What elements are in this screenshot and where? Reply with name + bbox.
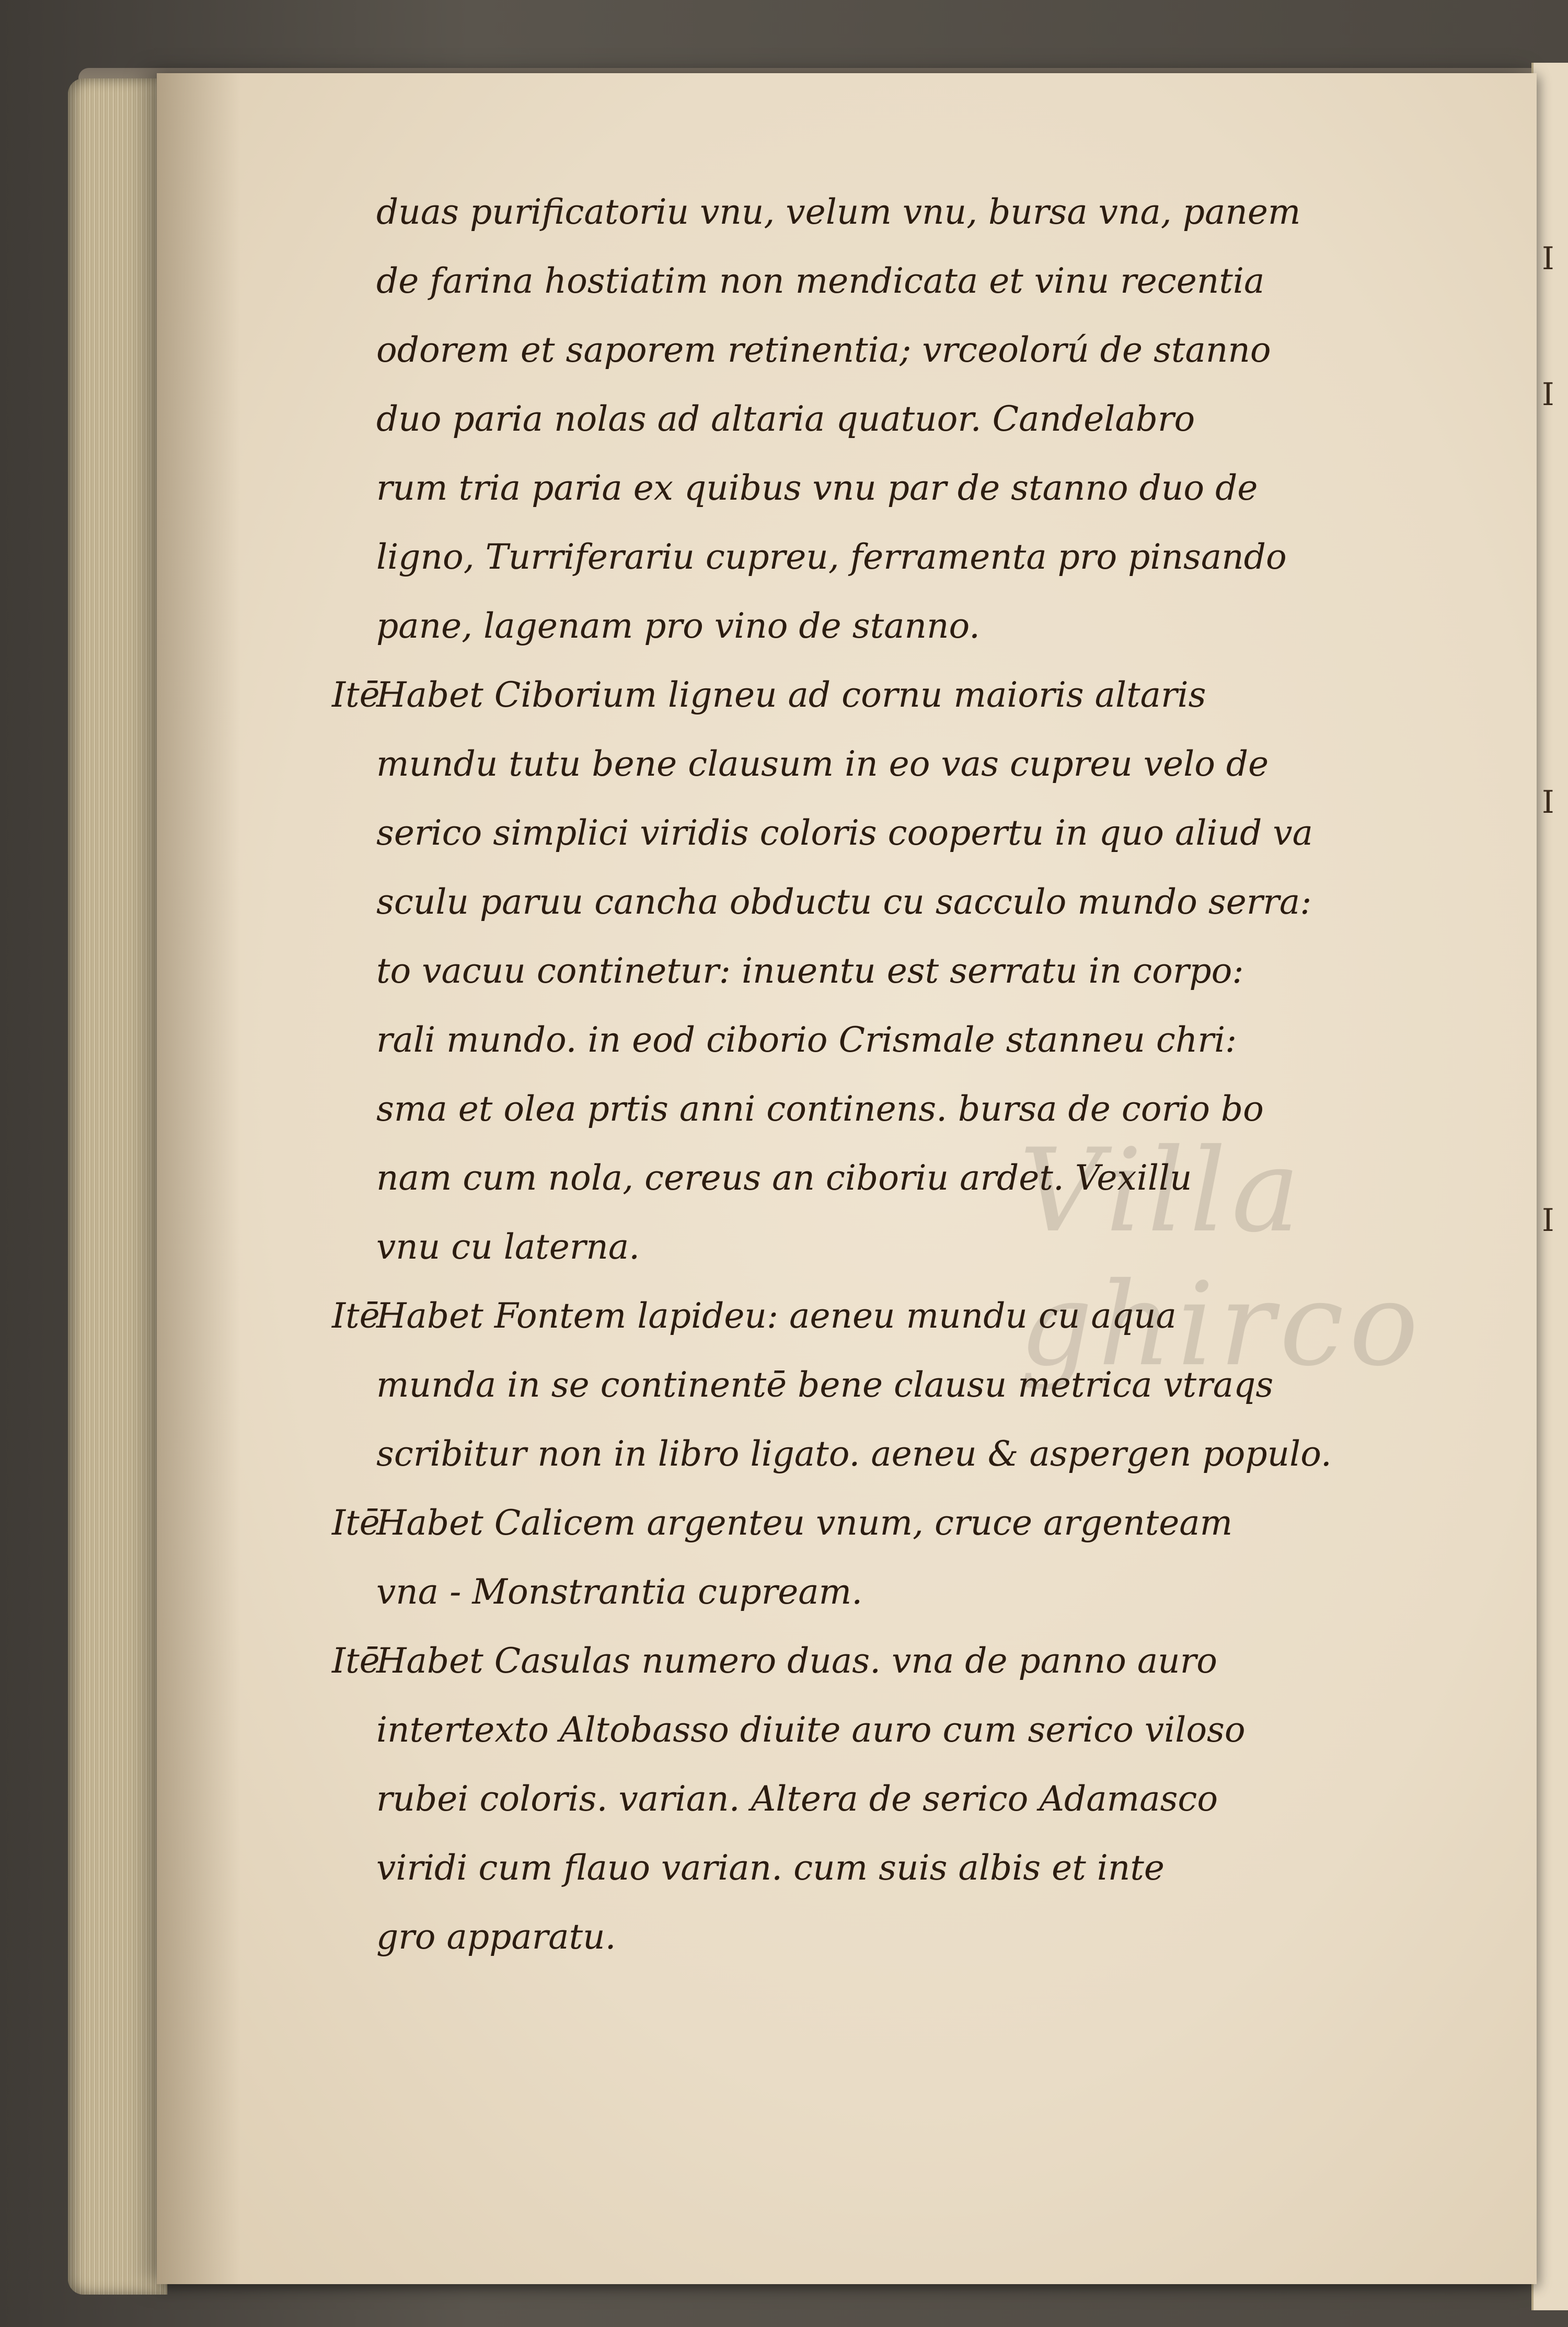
paragraph-1 [332, 661, 1463, 1282]
text-line: ligno, Turriferariu cupreu, ferramenta pro pinsando [376, 537, 1287, 577]
text-line: viridi cum flauo varian. cum suis albis et inte [376, 1848, 1165, 1888]
text-line: pane, lagenam pro vino de stanno. [376, 606, 981, 646]
bleed-through-text: Villa ghirco [1019, 1124, 1424, 1391]
facing-page-glyph: I [1542, 784, 1554, 821]
text-line: duas purificatoriu vnu, velum vnu, bursa vna, panem [376, 192, 1301, 232]
text-line: scribitur non in libro ligato. aeneu & aspergen populo. [376, 1434, 1332, 1474]
text-line: de farina hostiatim non mendicata et vinu recentia [376, 261, 1265, 301]
item-mark: Itē [332, 1641, 380, 1681]
text-line: duo paria nolas ad altaria quatuor. Candelabro [376, 399, 1195, 439]
text-line: odorem et saporem retinentia; vrceolorú de stanno [376, 330, 1271, 370]
paragraph-0 [376, 178, 1463, 661]
item-mark: Itē [332, 1296, 380, 1336]
text-line: rubei coloris. varian. Altera de serico Adamasco [376, 1779, 1218, 1819]
gutter-shadow [157, 73, 240, 2284]
text-line: mundu tutu bene clausum in eo vas cupreu velo de [376, 744, 1269, 784]
paragraph-3 [332, 1489, 1463, 1627]
manuscript-text [332, 178, 1463, 1972]
text-line: to vacuu continetur: inuentu est serratu in corpo: [376, 951, 1244, 991]
text-line: Habet Ciborium ligneu ad cornu maioris altaris [376, 675, 1206, 715]
text-line: intertexto Altobasso diuite auro cum serico viloso [376, 1710, 1246, 1750]
item-mark: Itē [332, 675, 380, 715]
facing-page-glyph: I [1542, 1202, 1554, 1239]
item-mark: Itē [332, 1503, 380, 1543]
text-line: sma et olea prtis anni continens. bursa de corio bo [376, 1089, 1264, 1129]
text-line: Habet Fontem lapideu: aeneu mundu cu aqua [376, 1296, 1177, 1336]
text-line: rum tria paria ex quibus vnu par de stanno duo de [376, 468, 1258, 508]
book-page-edges [68, 78, 167, 2295]
paragraph-4 [332, 1627, 1463, 1972]
text-line: serico simplici viridis coloris coopertu in quo aliud va [376, 813, 1313, 853]
paragraph-2 [332, 1282, 1463, 1489]
text-line: nam cum nola, cereus an ciboriu ardet. Vexillu [376, 1158, 1192, 1198]
text-line: Habet Casulas numero duas. vna de panno auro [376, 1641, 1217, 1681]
facing-page-glyph: I [1542, 376, 1554, 413]
text-line: rali mundo. in eod ciborio Crismale stanneu chri: [376, 1020, 1237, 1060]
text-line: munda in se continentē bene clausu metrica vtraqs [376, 1365, 1274, 1405]
text-line: vnu cu laterna. [376, 1227, 640, 1267]
text-line: Habet Calicem argenteu vnum, cruce argenteam [376, 1503, 1233, 1543]
text-line: sculu paruu cancha obductu cu sacculo mundo serra: [376, 882, 1312, 922]
text-line: vna - Monstrantia cupream. [376, 1572, 863, 1612]
facing-page-glyph: I [1542, 240, 1554, 277]
text-line: gro apparatu. [376, 1917, 616, 1957]
